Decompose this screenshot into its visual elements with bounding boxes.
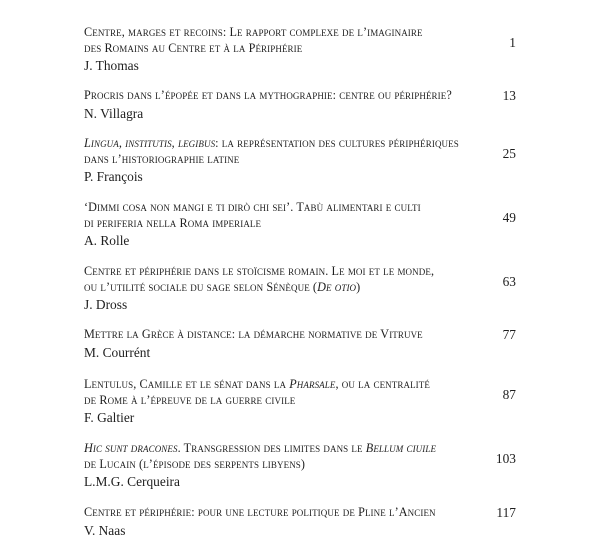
title-line	[84, 505, 484, 521]
entry-title	[84, 505, 484, 521]
title-segment: des Romains au Centre et à la Périphérie	[84, 40, 303, 55]
toc-entry	[84, 264, 516, 313]
title-segment: Procris dans l’épopée et dans la mythographie: centre ou périphérie?	[84, 88, 452, 102]
title-line	[84, 327, 484, 343]
title-segment: )	[356, 279, 361, 294]
entry-title	[84, 200, 484, 231]
title-line	[84, 152, 484, 168]
entry-page-number: 87	[502, 387, 516, 402]
toc-entry	[84, 88, 516, 122]
title-line	[84, 136, 484, 152]
title-line	[84, 441, 484, 457]
title-line	[84, 264, 484, 280]
title-line	[84, 377, 484, 393]
title-segment: Mettre la Grèce à distance: la démarche normative de Vitruve	[84, 327, 423, 341]
title-italic-segment: Hic sunt dracones	[84, 441, 178, 455]
title-segment: dans l’historiographie latine	[84, 151, 240, 166]
toc-entry	[84, 200, 516, 249]
title-italic-segment: De otio	[317, 279, 357, 294]
toc-entry	[84, 505, 516, 539]
entry-title	[84, 264, 484, 295]
toc-entry	[84, 377, 516, 426]
title-segment: di periferia nella Roma imperiale	[84, 215, 262, 230]
title-line	[84, 41, 484, 57]
title-line	[84, 457, 484, 473]
entry-page-number: 1	[509, 35, 516, 50]
entry-author: V. Naas	[84, 522, 126, 538]
title-line	[84, 200, 484, 216]
title-line	[84, 25, 484, 41]
entry-page-number: 49	[502, 210, 516, 225]
entry-author: N. Villagra	[84, 105, 144, 121]
entry-page-number: 103	[495, 451, 516, 466]
title-line	[84, 280, 484, 296]
entry-author: J. Dross	[84, 297, 128, 312]
entry-author: P. François	[84, 169, 143, 184]
title-segment: , ou la centralité	[335, 377, 430, 391]
title-line	[84, 88, 484, 104]
entry-page-number: 25	[502, 146, 516, 161]
toc-entry	[84, 441, 516, 490]
entry-title	[84, 441, 484, 472]
entry-page-number: 117	[496, 505, 516, 520]
title-segment: de Rome à l’épreuve de la guerre civile	[84, 392, 296, 407]
entry-title	[84, 25, 484, 56]
toc-entry	[84, 327, 516, 361]
title-segment: Lentulus, Camille et le sénat dans la	[84, 377, 290, 391]
title-segment: . Transgression des limites dans le	[177, 441, 366, 455]
title-italic-segment: Bellum ciuile	[365, 441, 437, 455]
entry-page-number: 13	[502, 88, 516, 103]
title-line	[84, 216, 484, 232]
entry-author: M. Courrént	[84, 344, 151, 360]
title-segment: Centre et périphérie dans le stoïcisme romain. Le moi et le monde,	[84, 264, 435, 278]
title-line	[84, 393, 484, 409]
entry-title	[84, 136, 484, 167]
entry-page-number: 63	[502, 274, 516, 289]
title-italic-segment: Pharsale	[289, 377, 336, 391]
title-segment: ‘Dimmi cosa non mangi e ti dirò chi sei’. Tabù alimentari e culti	[84, 200, 421, 214]
toc-entry	[84, 136, 516, 185]
title-segment: : la représentation des cultures périphériques	[215, 136, 459, 150]
entry-author: L.M.G. Cerqueira	[84, 474, 180, 489]
toc-entry	[84, 25, 516, 74]
entry-author: A. Rolle	[84, 233, 130, 248]
entry-title	[84, 327, 484, 343]
entry-page-number: 77	[502, 327, 516, 342]
entry-title	[84, 88, 484, 104]
title-italic-segment: Lingua, institutis, legibus	[84, 136, 216, 150]
title-segment: de Lucain (l’épisode des serpents libyens)	[84, 456, 306, 471]
entry-author: J. Thomas	[84, 58, 139, 73]
title-segment: Centre, marges et recoins: Le rapport complexe de l’imaginaire	[84, 25, 423, 39]
entry-title	[84, 377, 484, 408]
title-segment: ou l’utilité sociale du sage selon Sénèque (	[84, 279, 318, 294]
entry-author: F. Galtier	[84, 410, 135, 425]
title-segment: Centre et périphérie: pour une lecture politique de Pline l’Ancien	[84, 505, 436, 519]
